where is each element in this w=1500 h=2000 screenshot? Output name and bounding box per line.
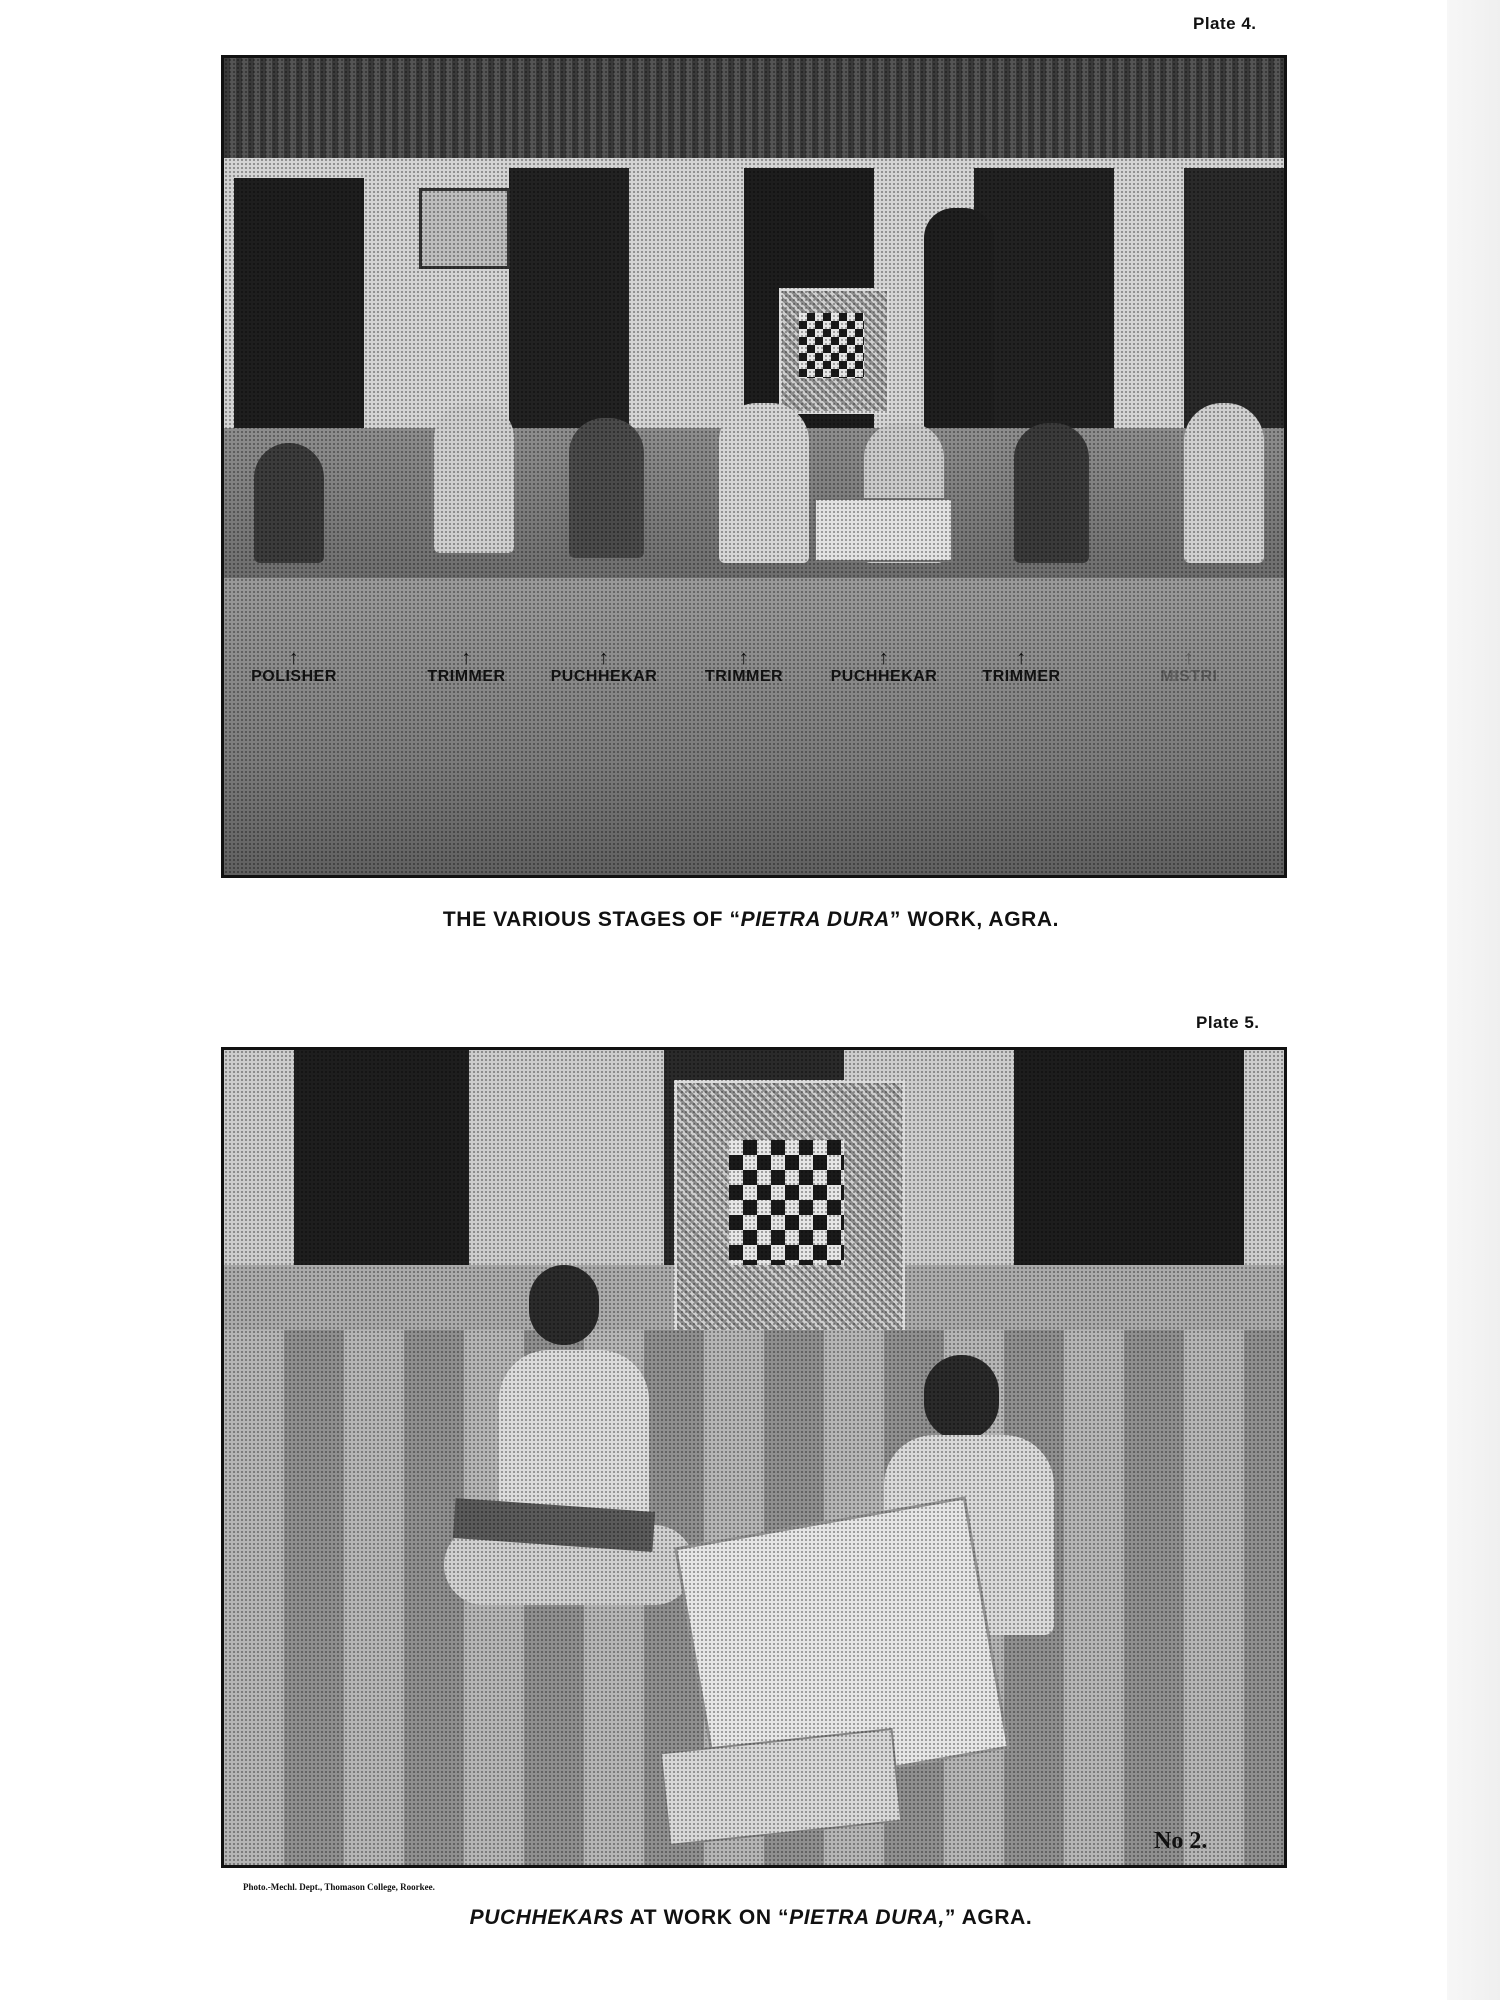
stage-label: ↑ MISTRI [1160, 647, 1218, 685]
stage-label: ↑ TRIMMER [427, 647, 506, 685]
plate-4-photo [221, 55, 1287, 878]
stage-label: ↑ PUCHHEKAR [830, 647, 938, 685]
stage-label: ↑ TRIMMER [982, 647, 1061, 685]
plate-5-caption: PUCHHEKARS AT WORK ON “PIETRA DURA,” AGRA. [469, 1906, 1033, 1929]
plate-number-marking: No 2. [1154, 1828, 1208, 1854]
photo-credit: Photo.-Mechl. Dept., Thomason College, Roorkee. [243, 1882, 435, 1892]
stage-label: ↑ TRIMMER [704, 647, 784, 685]
page-edge [1447, 0, 1500, 2000]
plate-4-caption: THE VARIOUS STAGES OF “PIETRA DURA” WORK, AGRA. [442, 908, 1060, 931]
plate-5-label: Plate 5. [1196, 1013, 1260, 1032]
stage-labels [224, 648, 1284, 688]
plate-4-label: Plate 4. [1193, 14, 1257, 33]
stage-label: ↑ PUCHHEKAR [550, 647, 658, 685]
plate-5-photo [221, 1047, 1287, 1868]
stage-label: ↑ POLISHER [251, 647, 337, 685]
